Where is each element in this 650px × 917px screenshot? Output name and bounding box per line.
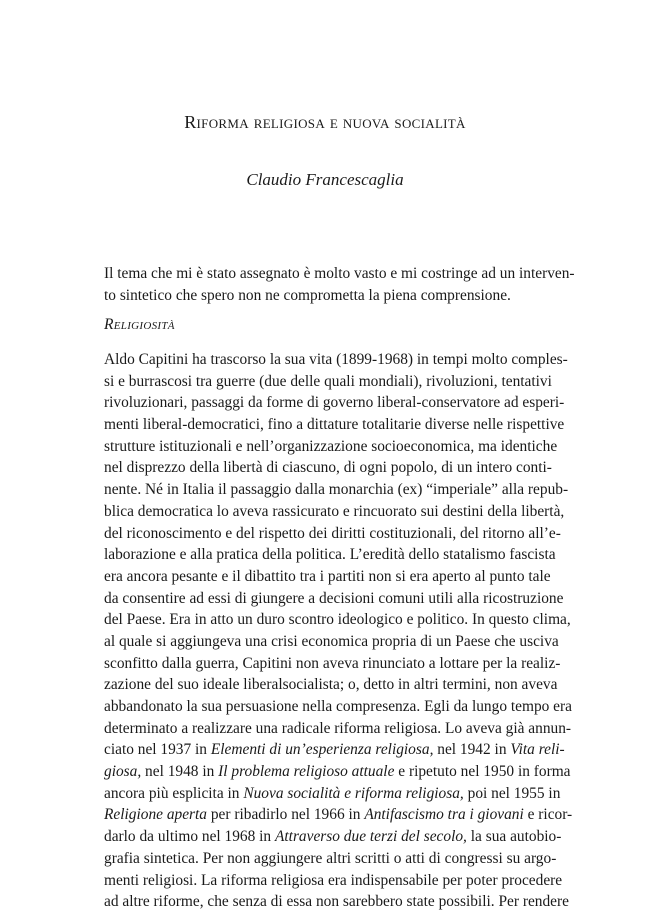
italic-title: Religione aperta (104, 806, 208, 824)
text-segment: blica democratica lo aveva rassicurato e rincuorato sui destini della libertà, (104, 502, 565, 520)
text-segment: ad altre riforme, che senza di essa non sarebbero state possibili. Per rendere (104, 893, 569, 911)
text-line (104, 371, 552, 393)
text-segment: sconfitto dalla guerra, Capitini non aveva rinunciato a lottare per la realiz- (104, 654, 561, 672)
text-line (104, 739, 565, 761)
text-line: to sintetico che spero non ne comprometta la piena comprensione. (104, 286, 511, 304)
text-segment: rivoluzionari, passaggi da forme di governo liberal-conservatore ad esperi- (104, 394, 565, 412)
text-segment: darlo da ultimo nel 1968 in (104, 828, 275, 846)
italic-title: Antifascismo tra i giovani (364, 806, 524, 824)
text-segment: e ripetuto nel 1950 in forma (394, 763, 571, 781)
text-segment: era ancora pesante e il dibattito tra i partiti non si era aperto al punto tale (104, 567, 551, 585)
text-segment: menti liberal-democratici, fino a dittature totalitarie diverse nelle rispettive (104, 416, 565, 434)
text-line (104, 761, 571, 783)
italic-title: Elementi di un’esperienza religiosa, (210, 741, 434, 759)
text-segment: e ricor- (523, 806, 573, 824)
text-segment: si e burrascosi tra guerre (due delle quali mondiali), rivoluzioni, tentativi (104, 372, 552, 390)
text-segment: nel disprezzo della libertà di ciascuno, di ogni popolo, di un intero conti- (104, 459, 552, 477)
text-line: Il tema che mi è stato assegnato è molto vasto e mi costringe ad un interven- (104, 265, 575, 282)
text-line (104, 674, 558, 696)
text-segment: zazione del suo ideale liberalsocialista; o, detto in altri termini, non aveva (104, 676, 558, 694)
text-line (104, 457, 552, 479)
italic-title: Il problema religioso attuale (218, 763, 395, 781)
text-segment: Aldo Capitini ha trascorso la sua vita (1899-1968) in tempi molto comples- (104, 351, 568, 368)
italic-title: Nuova socialità e riforma religiosa, (243, 784, 464, 802)
text-segment: determinato a realizzare una radicale riforma religiosa. Lo aveva già annun- (104, 719, 572, 737)
text-line (104, 349, 568, 371)
text-line (104, 588, 564, 610)
text-line (104, 848, 557, 870)
author-name: Claudio Francescaglia (246, 170, 404, 189)
text-segment: poi nel 1955 in (463, 784, 561, 802)
text-line (104, 479, 569, 501)
text-segment: al quale si aggiungeva una crisi economica propria di un Paese che usciva (104, 632, 559, 650)
text-segment: ciato nel 1937 in (104, 741, 211, 759)
text-segment: nel 1948 in (141, 763, 219, 781)
text-segment: menti religiosi. La riforma religiosa era indispensabile per poter procedere (104, 871, 563, 889)
text-line (104, 523, 561, 545)
text-segment: grafia sintetica. Per non aggiungere altri scritti o atti di congressi su argo- (104, 849, 557, 867)
section-heading: Religiosità (104, 316, 175, 333)
text-segment: nente. Né in Italia il passaggio dalla monarchia (ex) “imperiale” alla repub- (104, 481, 569, 499)
text-line (104, 392, 565, 414)
italic-title: giosa, (104, 763, 142, 781)
text-segment: laborazione e alla pratica della politica. L’eredità dello statalismo fascista (104, 546, 556, 564)
text-segment: ancora più esplicita in (104, 784, 244, 802)
text-segment: nel 1942 in (433, 741, 511, 759)
text-segment: del Paese. Era in atto un duro scontro ideologico e politico. In questo clima, (104, 611, 571, 629)
text-segment: strutture istituzionali e nell’organizzazione socioeconomica, ma identiche (104, 437, 558, 455)
text-segment: da consentire ad essi di giungere a decisioni comuni utili alla ricostruzione (104, 589, 564, 607)
text-line (104, 653, 561, 675)
body-paragraph (104, 349, 573, 913)
italic-title: Attraverso due terzi del secolo, (274, 828, 467, 846)
text-line (104, 718, 572, 740)
text-line (104, 609, 571, 631)
text-line (104, 696, 572, 718)
text-line (104, 631, 559, 653)
text-line (104, 414, 565, 436)
text-line (104, 544, 556, 566)
text-segment: del riconoscimento e del rispetto dei diritti costituzionali, del ritorno all’e- (104, 524, 561, 542)
italic-title: Vita reli- (510, 741, 565, 759)
text-line (104, 566, 551, 588)
intro-paragraph (104, 263, 575, 306)
text-segment: abbandonato la sua persuasione nella compresenza. Egli da lungo tempo era (104, 698, 572, 715)
text-line (104, 826, 562, 848)
text-line (104, 436, 558, 458)
text-line (104, 501, 565, 523)
text-segment: la sua autobio- (466, 828, 562, 846)
text-line (104, 891, 569, 913)
chapter-title: Riforma religiosa e nuova socialità (184, 112, 466, 132)
text-line (104, 783, 561, 805)
text-line (104, 804, 573, 826)
text-segment: per ribadirlo nel 1966 in (207, 806, 365, 824)
text-line (104, 870, 563, 892)
